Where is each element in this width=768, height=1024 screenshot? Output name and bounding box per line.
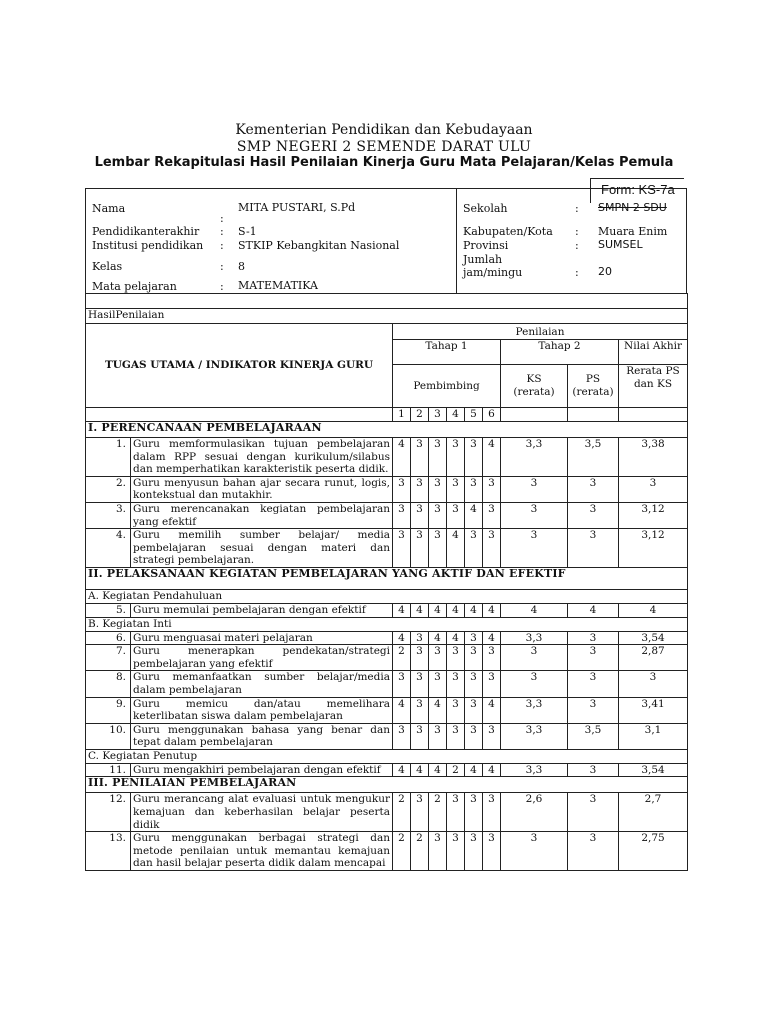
pembimbing-score: 2 — [447, 763, 465, 777]
pembimbing-score: 3 — [465, 438, 483, 477]
ps-score: 3 — [568, 763, 619, 777]
pembimbing-score: 3 — [447, 793, 465, 832]
col-number: 4 — [447, 408, 465, 422]
pembimbing-score: 3 — [447, 697, 465, 723]
jumlah-label-2: jam/mingu — [463, 266, 523, 279]
ks-label: KS — [526, 373, 542, 386]
pembimbing-score: 3 — [483, 529, 501, 568]
indicator-number: 12. — [86, 793, 131, 832]
ps-label: PS — [585, 373, 601, 386]
jumlah-label-1: Jumlah — [463, 253, 503, 266]
spacer-row — [86, 294, 688, 309]
ps-score: 3 — [568, 476, 619, 502]
pembimbing-score: 3 — [483, 723, 501, 749]
indicator-text: Guru mengakhiri pembelajaran dengan efektif — [131, 763, 393, 777]
pembimbing-score: 4 — [483, 697, 501, 723]
empty-cell — [501, 408, 568, 422]
pembimbing-score: 3 — [393, 529, 411, 568]
pembimbing-score: 3 — [411, 645, 429, 671]
ks-score: 3 — [501, 529, 568, 568]
nilai-akhir: 2,75 — [619, 832, 688, 871]
pembimbing-score: 4 — [465, 763, 483, 777]
empty-cell — [619, 408, 688, 422]
indicator-number: 8. — [86, 671, 131, 697]
indicator-text: Guru menerapkan pendekatan/strategi pembelajaran yang efektif — [131, 645, 393, 671]
indicator-text: Guru menggunakan berbagai strategi dan metode penilaian untuk memantau kemajuan dan hasil belajar peserta didik dalam mencapai — [131, 832, 393, 871]
pembimbing-score: 3 — [447, 723, 465, 749]
pembimbing-score: 3 — [465, 793, 483, 832]
ks-score: 3 — [501, 476, 568, 502]
provinsi-colon: : — [575, 239, 579, 252]
indicator-number: 10. — [86, 723, 131, 749]
pembimbing-score: 3 — [465, 671, 483, 697]
pembimbing-score: 4 — [447, 529, 465, 568]
institusi-colon: : — [220, 239, 224, 252]
indicator-number: 4. — [86, 529, 131, 568]
ks-score: 3 — [501, 645, 568, 671]
pembimbing-score: 4 — [483, 631, 501, 645]
pembimbing-score: 3 — [483, 671, 501, 697]
table-row — [86, 645, 688, 671]
rerata-header: Rerata PS dan KS — [619, 365, 688, 408]
pembimbing-score: 3 — [411, 793, 429, 832]
pembimbing-score: 3 — [429, 529, 447, 568]
tahap2-header: Tahap 2 — [501, 340, 619, 365]
ks-score: 3,3 — [501, 697, 568, 723]
pendidikan-value: S-1 — [238, 225, 257, 238]
table-row — [86, 697, 688, 723]
sekolah-colon: : — [575, 202, 579, 215]
indicator-text: Guru menguasai materi pelajaran — [131, 631, 393, 645]
nilai-akhir: 3,54 — [619, 763, 688, 777]
school-heading: SMP NEGERI 2 SEMENDE DARAT ULU — [236, 139, 532, 155]
ps-score: 3 — [568, 793, 619, 832]
nilai-akhir: 3 — [619, 671, 688, 697]
table-row — [86, 631, 688, 645]
nilai-akhir: 2,87 — [619, 645, 688, 671]
pembimbing-score: 4 — [483, 763, 501, 777]
table-row — [86, 603, 688, 617]
pembimbing-score: 3 — [483, 502, 501, 528]
nilai-akhir: 3,1 — [619, 723, 688, 749]
pembimbing-score: 3 — [483, 832, 501, 871]
document-title: Lembar Rekapitulasi Hasil Penilaian Kinerja Guru Mata Pelajaran/Kelas Pemula — [94, 155, 674, 170]
pembimbing-score: 3 — [429, 476, 447, 502]
ks-score: 3 — [501, 832, 568, 871]
subsection-heading: B. Kegiatan Inti — [86, 617, 688, 631]
pembimbing-score: 3 — [483, 793, 501, 832]
pembimbing-score: 3 — [447, 671, 465, 697]
pembimbing-score: 4 — [483, 603, 501, 617]
nilai-akhir: 3,54 — [619, 631, 688, 645]
indicator-text: Guru memulai pembelajaran dengan efektif — [131, 603, 393, 617]
pembimbing-score: 3 — [411, 671, 429, 697]
pembimbing-score: 3 — [447, 476, 465, 502]
table-row — [86, 793, 688, 832]
form-code: Form: KS-7a — [590, 178, 684, 203]
indicator-text: Guru memformulasikan tujuan pembelajaran dalam RPP sesuai dengan kurikulum/silabus dan memperhatikan karakteristik peserta didik. — [131, 438, 393, 477]
ks-score: 3 — [501, 671, 568, 697]
kabupaten-value: Muara Enim — [598, 225, 668, 238]
pembimbing-score: 4 — [429, 603, 447, 617]
col-number: 2 — [411, 408, 429, 422]
subsection-heading: A. Kegiatan Pendahuluan — [86, 589, 688, 603]
ks-score: 4 — [501, 603, 568, 617]
ps-score: 3 — [568, 832, 619, 871]
pembimbing-score: 3 — [465, 723, 483, 749]
ks-score: 3,3 — [501, 631, 568, 645]
indicator-text: Guru menggunakan bahasa yang benar dan tepat dalam pembelajaran — [131, 723, 393, 749]
pembimbing-score: 2 — [429, 793, 447, 832]
pembimbing-score: 4 — [447, 631, 465, 645]
ps-score: 3 — [568, 631, 619, 645]
table-row — [86, 763, 688, 777]
col-number: 6 — [483, 408, 501, 422]
pembimbing-score: 4 — [447, 603, 465, 617]
indicator-number: 3. — [86, 502, 131, 528]
pembimbing-score: 3 — [465, 832, 483, 871]
pembimbing-score: 4 — [411, 603, 429, 617]
indicator-text: Guru memanfaatkan sumber belajar/media dalam pembelajaran — [131, 671, 393, 697]
pembimbing-score: 4 — [429, 697, 447, 723]
pembimbing-score: 3 — [465, 631, 483, 645]
indicator-number: 13. — [86, 832, 131, 871]
pembimbing-score: 3 — [393, 476, 411, 502]
ps-header — [568, 365, 619, 408]
column-number-spacer — [86, 408, 393, 422]
kelas-value: 8 — [238, 260, 245, 273]
nama-label: Nama — [92, 202, 126, 215]
pembimbing-score: 3 — [483, 645, 501, 671]
institusi-value: STKIP Kebangkitan Nasional — [238, 239, 400, 252]
ks-score: 3,3 — [501, 763, 568, 777]
pembimbing-score: 3 — [465, 645, 483, 671]
pembimbing-score: 3 — [411, 529, 429, 568]
penilaian-header: Penilaian — [393, 324, 688, 340]
section-heading: II. PELAKSANAAN KEGIATAN PEMBELAJARAN YANG AKTIF DAN EFEKTIF — [86, 567, 688, 589]
nilai-akhir: 4 — [619, 603, 688, 617]
pembimbing-score: 3 — [465, 529, 483, 568]
indicator-number: 1. — [86, 438, 131, 477]
pendidikan-colon: : — [220, 225, 224, 238]
pembimbing-score: 3 — [429, 645, 447, 671]
task-header: TUGAS UTAMA / INDIKATOR KINERJA GURU — [86, 324, 393, 408]
ps-sub: (rerata) — [572, 386, 614, 398]
pembimbing-score: 2 — [393, 793, 411, 832]
table-row — [86, 671, 688, 697]
table-row — [86, 476, 688, 502]
pembimbing-score: 3 — [483, 476, 501, 502]
pembimbing-score: 4 — [429, 631, 447, 645]
pembimbing-score: 2 — [393, 832, 411, 871]
nilai-akhir: 3,12 — [619, 529, 688, 568]
pembimbing-score: 3 — [429, 438, 447, 477]
col-number: 1 — [393, 408, 411, 422]
table-row — [86, 438, 688, 477]
pembimbing-score: 3 — [393, 671, 411, 697]
sekolah-label: Sekolah — [463, 202, 508, 215]
table-row — [86, 529, 688, 568]
ks-sub: (rerata) — [513, 386, 555, 398]
nilai-akhir: 3,38 — [619, 438, 688, 477]
pembimbing-score: 4 — [411, 763, 429, 777]
pembimbing-header: Pembimbing — [393, 365, 501, 408]
jumlah-colon: : — [575, 266, 579, 279]
pembimbing-score: 3 — [447, 502, 465, 528]
info-divider — [456, 189, 457, 293]
indicator-text: Guru merencanakan kegiatan pembelajaran yang efektif — [131, 502, 393, 528]
pembimbing-score: 4 — [393, 697, 411, 723]
ps-score: 3 — [568, 502, 619, 528]
ps-score: 4 — [568, 603, 619, 617]
mapel-value: MATEMATIKA — [238, 279, 318, 292]
indicator-text: Guru memicu dan/atau memelihara keterlibatan siswa dalam pembelajaran — [131, 697, 393, 723]
pembimbing-score: 3 — [429, 671, 447, 697]
indicator-number: 2. — [86, 476, 131, 502]
pembimbing-score: 3 — [411, 723, 429, 749]
pembimbing-score: 3 — [411, 476, 429, 502]
col-number: 3 — [429, 408, 447, 422]
ps-score: 3 — [568, 671, 619, 697]
institusi-label: Institusi pendidikan — [92, 239, 204, 252]
provinsi-label: Provinsi — [463, 239, 509, 252]
sekolah-value: SMPN 2 SDU — [598, 201, 667, 214]
hasil-penilaian-label: HasilPenilaian — [86, 309, 688, 324]
pembimbing-score: 3 — [465, 476, 483, 502]
pembimbing-score: 3 — [411, 631, 429, 645]
indicator-text: Guru memilih sumber belajar/ media pembelajaran sesuai dengan materi dan strategi pembelajaran. — [131, 529, 393, 568]
provinsi-value: SUMSEL — [598, 238, 643, 251]
col-number: 5 — [465, 408, 483, 422]
pembimbing-score: 3 — [411, 502, 429, 528]
subsection-heading: C. Kegiatan Penutup — [86, 749, 688, 763]
pembimbing-score: 2 — [393, 645, 411, 671]
nilai-akhir: 3,12 — [619, 502, 688, 528]
pembimbing-score: 4 — [465, 502, 483, 528]
pembimbing-score: 4 — [483, 438, 501, 477]
nama-value: MITA PUSTARI, S.Pd — [238, 201, 356, 214]
pembimbing-score: 3 — [429, 723, 447, 749]
mapel-colon: : — [220, 280, 224, 293]
ks-header — [501, 365, 568, 408]
jumlah-value: 20 — [598, 265, 612, 278]
pembimbing-score: 3 — [429, 832, 447, 871]
pendidikan-label: Pendidikanterakhir — [92, 225, 200, 238]
pembimbing-score: 2 — [411, 832, 429, 871]
pembimbing-score: 3 — [447, 645, 465, 671]
pembimbing-score: 4 — [393, 438, 411, 477]
kabupaten-colon: : — [575, 225, 579, 238]
pembimbing-score: 3 — [393, 723, 411, 749]
pembimbing-score: 4 — [465, 603, 483, 617]
pembimbing-score: 4 — [393, 763, 411, 777]
nilai-akhir-header: Nilai Akhir — [619, 340, 688, 365]
table-row — [86, 832, 688, 871]
ks-score: 2,6 — [501, 793, 568, 832]
indicator-number: 6. — [86, 631, 131, 645]
nilai-akhir: 2,7 — [619, 793, 688, 832]
ps-score: 3,5 — [568, 723, 619, 749]
indicator-number: 9. — [86, 697, 131, 723]
mapel-label: Mata pelajaran — [92, 280, 177, 293]
empty-cell — [568, 408, 619, 422]
section-heading: III. PENILAIAN PEMBELAJARAN — [86, 777, 688, 793]
table-row — [86, 723, 688, 749]
pembimbing-score: 3 — [411, 697, 429, 723]
assessment-table — [85, 293, 688, 871]
ps-score: 3 — [568, 697, 619, 723]
section-heading: I. PERENCANAAN PEMBELAJARAAN — [86, 422, 688, 438]
indicator-number: 5. — [86, 603, 131, 617]
indicator-text: Guru menyusun bahan ajar secara runut, logis, kontekstual dan mutakhir. — [131, 476, 393, 502]
nilai-akhir: 3,41 — [619, 697, 688, 723]
table-row — [86, 502, 688, 528]
ps-score: 3 — [568, 529, 619, 568]
pembimbing-score: 3 — [447, 832, 465, 871]
pembimbing-score: 3 — [393, 502, 411, 528]
nama-colon: : — [220, 212, 224, 225]
teacher-info-box — [85, 188, 687, 294]
pembimbing-score: 3 — [429, 502, 447, 528]
ps-score: 3,5 — [568, 438, 619, 477]
indicator-number: 7. — [86, 645, 131, 671]
ks-score: 3,3 — [501, 723, 568, 749]
kabupaten-label: Kabupaten/Kota — [463, 225, 553, 238]
ks-score: 3 — [501, 502, 568, 528]
ministry-heading: Kementerian Pendidikan dan Kebudayaan — [235, 122, 533, 138]
indicator-text: Guru merancang alat evaluasi untuk mengukur kemajuan dan keberhasilan belajar peserta didik — [131, 793, 393, 832]
indicator-number: 11. — [86, 763, 131, 777]
pembimbing-score: 4 — [393, 603, 411, 617]
pembimbing-score: 4 — [393, 631, 411, 645]
pembimbing-score: 3 — [411, 438, 429, 477]
tahap1-header: Tahap 1 — [393, 340, 501, 365]
pembimbing-score: 4 — [429, 763, 447, 777]
nilai-akhir: 3 — [619, 476, 688, 502]
ps-score: 3 — [568, 645, 619, 671]
kelas-label: Kelas — [92, 260, 123, 273]
kelas-colon: : — [220, 260, 224, 273]
pembimbing-score: 3 — [465, 697, 483, 723]
pembimbing-score: 3 — [447, 438, 465, 477]
ks-score: 3,3 — [501, 438, 568, 477]
